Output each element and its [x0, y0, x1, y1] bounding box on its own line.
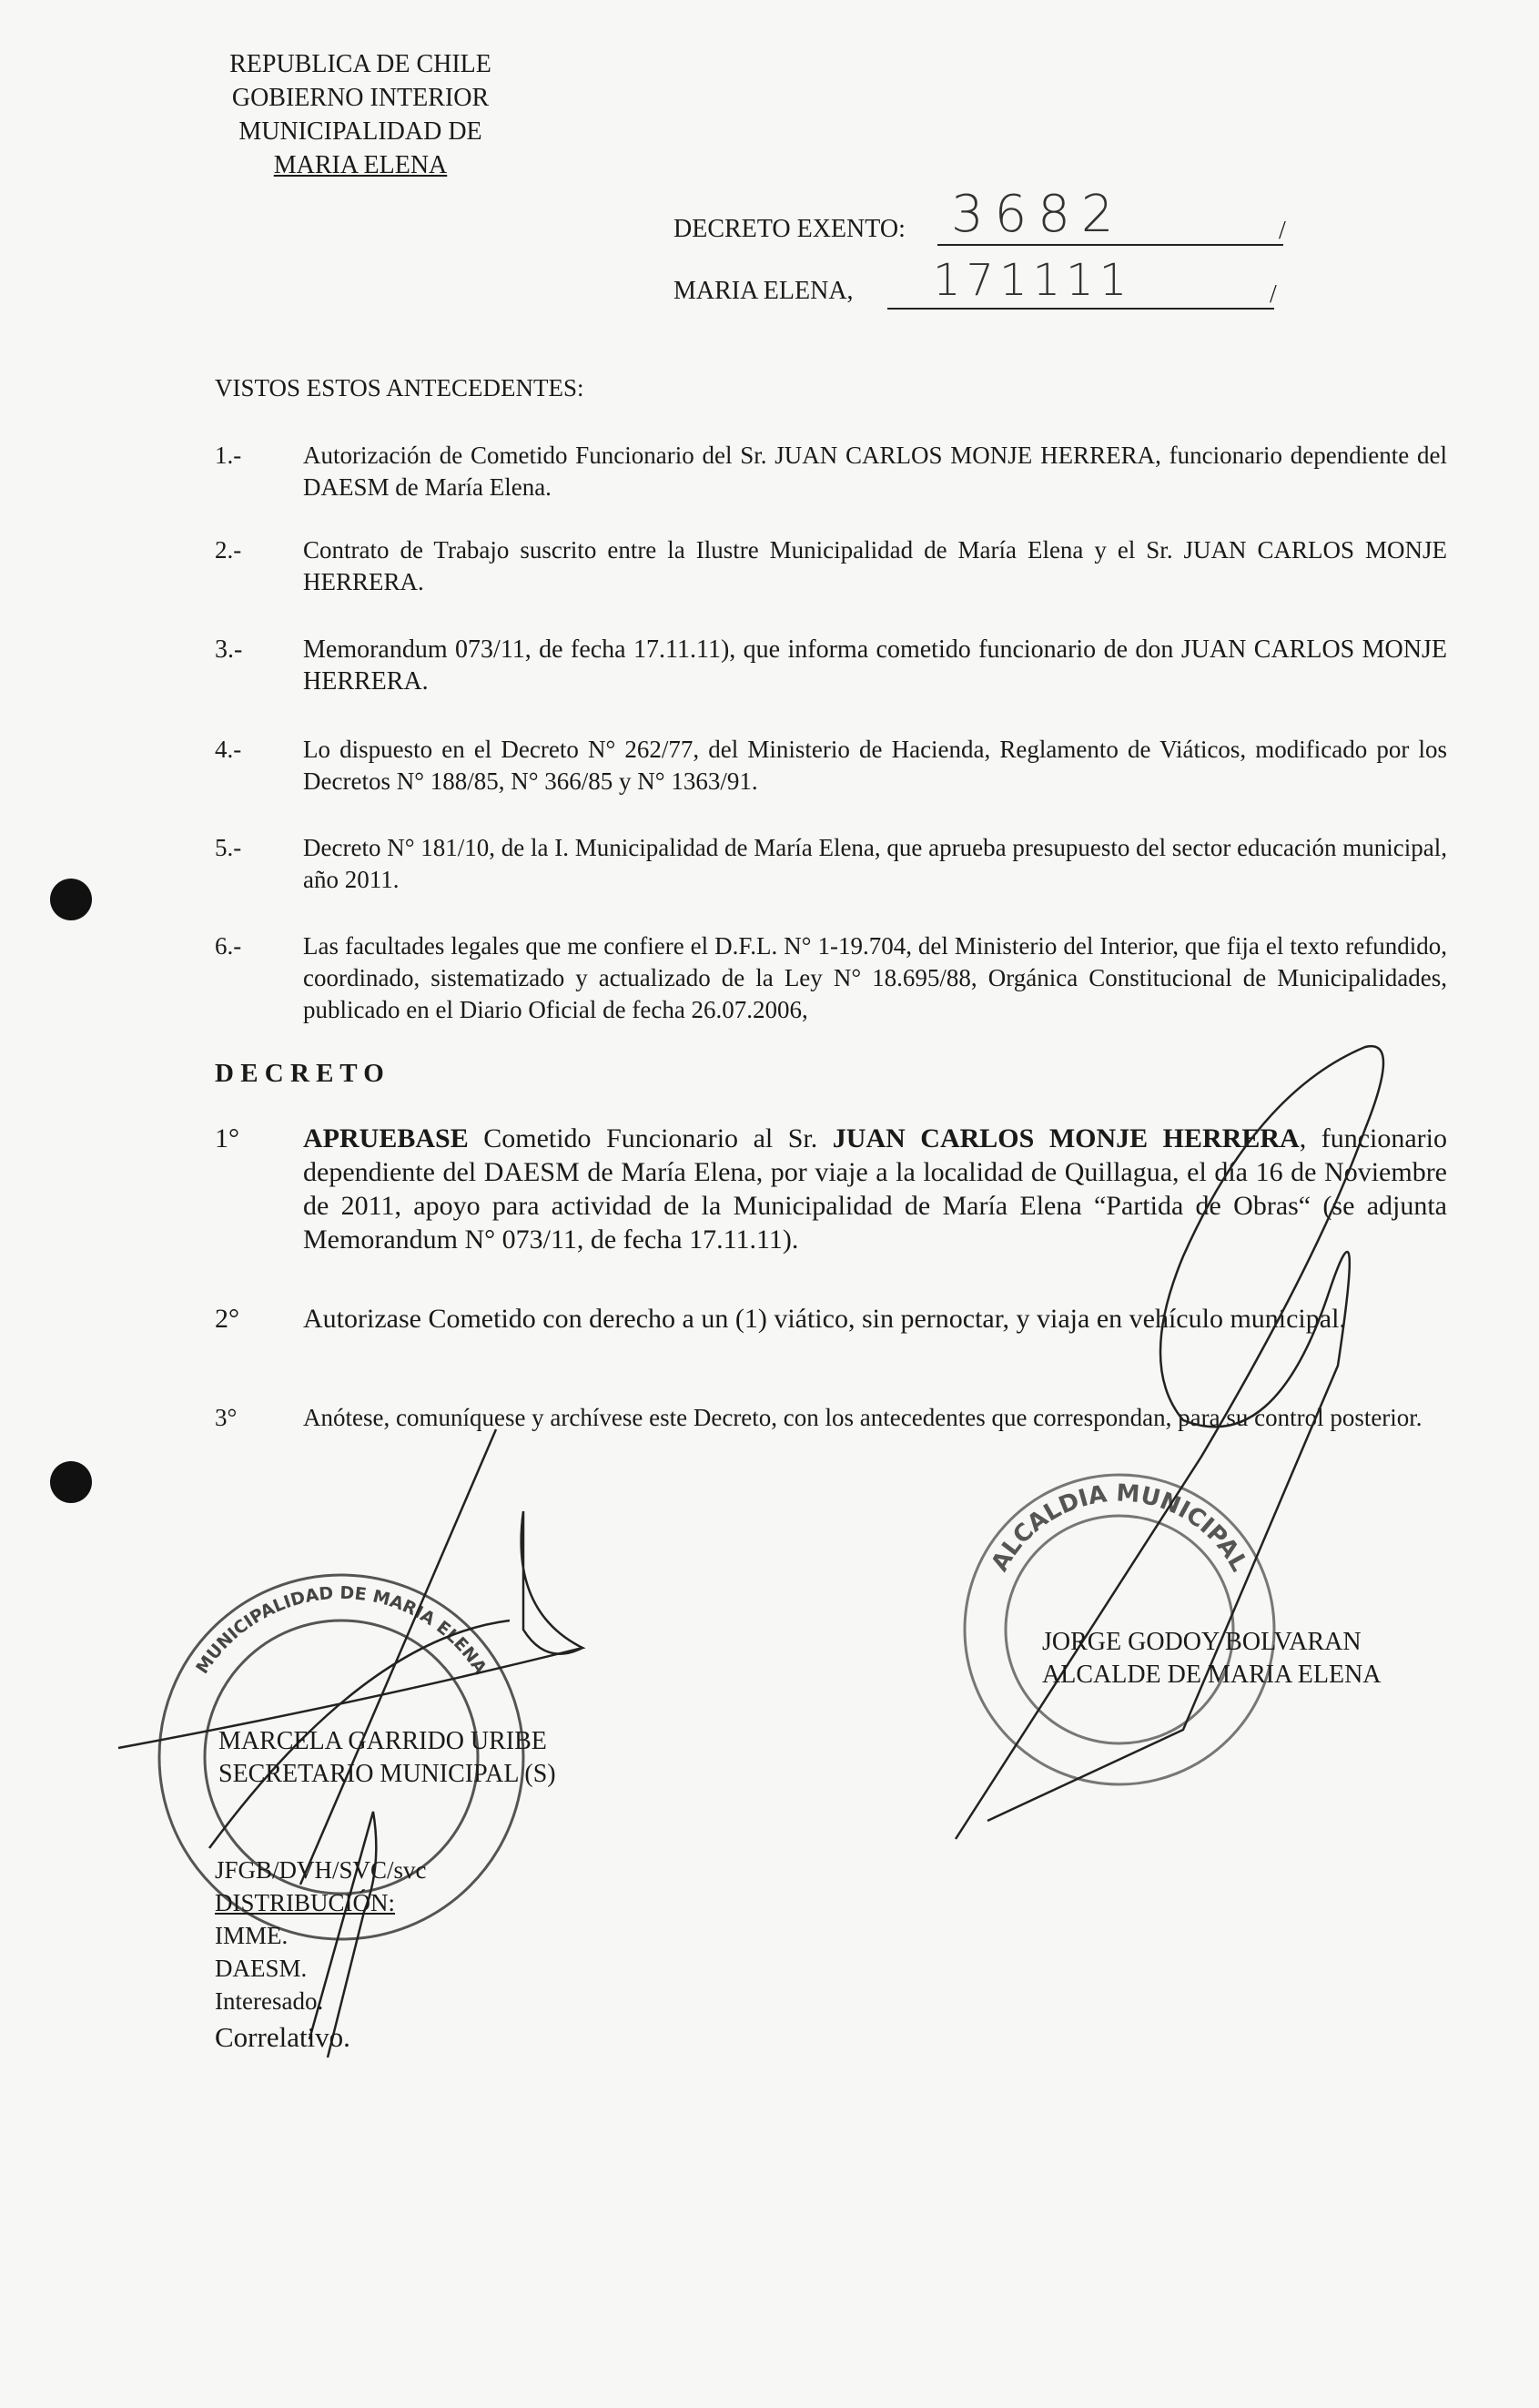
approve-keyword: APRUEBASE: [303, 1123, 469, 1153]
decreto-title: D E C R E T O: [215, 1059, 384, 1088]
item-text: Las facultades legales que me confiere el D.F.L. N° 1-19.704, del Ministerio del Interior, que fija el texto refundido, coordinado, sistematizado y actualizado de la Ley N° 18.695/88, Orgánica Constitucional de Municipalidades, publicado en el Diario Oficial de fecha 26.07.2006,: [303, 932, 1447, 1023]
letterhead-line: GOBIERNO INTERIOR: [231, 84, 490, 112]
decree-date: 171111: [933, 255, 1133, 306]
secretary-title: SECRETARIO MUNICIPAL (S): [218, 1760, 556, 1788]
item-number: 6.-: [215, 932, 242, 960]
decreto-item: [215, 1302, 1447, 1336]
item-number: 5.-: [215, 834, 242, 861]
mayor-name: JORGE GODOY BOLVARAN: [1042, 1628, 1362, 1656]
municipal-stamp-left: [159, 1575, 523, 1939]
letterhead-line: REPUBLICA DE CHILE: [229, 50, 491, 78]
distribution-item: IMME.: [215, 1922, 289, 1949]
text-part: , funcionario dependiente del DAESM de María Elena, por viaje a la localidad de Quillagua, el día 16 de Noviembre de 2011, apoyo para actividad de la Municipalidad de María Elena “Partida de Obras“ (se adjunta Memorandum N° 073/11, de fecha 17.11.11).: [303, 1123, 1448, 1255]
item-text: Memorandum 073/11, de fecha 17.11.11), que informa cometido funcionario de don JUAN CARLOS MONJE HERRERA.: [303, 635, 1447, 696]
distribution-item: DAESM.: [215, 1955, 308, 1982]
item-text: Contrato de Trabajo suscrito entre la Ilustre Municipalidad de María Elena y el Sr. JUAN CARLOS MONJE HERRERA.: [303, 536, 1447, 595]
decree-number: 3682: [951, 185, 1125, 244]
item-text: Anótese, comuníquese y archívese este Decreto, con los antecedentes que correspondan, para su control posterior.: [303, 1404, 1423, 1431]
decree-number-label: DECRETO EXENTO:: [673, 215, 906, 243]
slash: /: [1279, 217, 1286, 245]
item-number: 3.-: [215, 635, 243, 664]
distribution-label: DISTRIBUCIÓN:: [215, 1889, 396, 1916]
place-label: MARIA ELENA,: [673, 277, 854, 305]
vistos-item: [215, 734, 1447, 798]
vistos-title: VISTOS ESTOS ANTECEDENTES:: [215, 374, 584, 401]
distribution-item: Interesado.: [215, 1987, 324, 2015]
stamp-right-text: ALCALDIA MUNICIPAL: [986, 1479, 1253, 1577]
item-text: [303, 1122, 1447, 1256]
letterhead: [215, 47, 506, 182]
decreto-item: [215, 1402, 1447, 1434]
date-line: [887, 308, 1274, 310]
mayor-title: ALCALDE DE MARIA ELENA: [1042, 1661, 1382, 1689]
item-text: Lo dispuesto en el Decreto N° 262/77, del Ministerio de Hacienda, Reglamento de Viáticos, modificado por los Decretos N° 188/85, N° 366/85 y N° 1363/91.: [303, 736, 1447, 795]
decree-number-line: [937, 244, 1283, 246]
vistos-item: [215, 832, 1447, 896]
item-number: 2°: [215, 1304, 239, 1334]
item-text: Autorización de Cometido Funcionario del Sr. JUAN CARLOS MONJE HERRERA, funcionario dependiente del DAESM de María Elena.: [303, 442, 1447, 501]
distribution-item: Correlativo.: [215, 2021, 350, 2053]
official-name: JUAN CARLOS MONJE HERRERA: [832, 1123, 1300, 1153]
item-text: Decreto N° 181/10, de la I. Municipalidad de María Elena, que aprueba presupuesto del sector educación municipal, año 2011.: [303, 834, 1447, 893]
initials: JFGB/DVH/SVC/svc: [215, 1856, 427, 1884]
letterhead-line: MUNICIPALIDAD DE: [238, 117, 482, 146]
letterhead-line: MARIA ELENA: [273, 151, 448, 179]
item-number: 1.-: [215, 442, 242, 469]
item-number: 2.-: [215, 536, 242, 564]
punch-hole: [50, 879, 92, 920]
punch-hole: [50, 1461, 92, 1503]
stamp-left-text: MUNICIPALIDAD DE MARIA ELENA: [192, 1582, 491, 1678]
item-number: 4.-: [215, 736, 242, 763]
item-number: 3°: [215, 1404, 238, 1431]
vistos-item: [215, 930, 1447, 1026]
vistos-item: [215, 534, 1447, 598]
vistos-item: [215, 440, 1447, 503]
slash: /: [1270, 280, 1277, 309]
text-part: Cometido Funcionario al Sr.: [468, 1123, 833, 1153]
secretary-name: MARCELA GARRIDO URIBE: [218, 1727, 547, 1755]
item-text: Autorizase Cometido con derecho a un (1) viático, sin pernoctar, y viaja en vehículo municipal.: [303, 1304, 1346, 1334]
vistos-item: [215, 634, 1447, 697]
decreto-item: [215, 1122, 1447, 1256]
item-number: 1°: [215, 1123, 239, 1153]
